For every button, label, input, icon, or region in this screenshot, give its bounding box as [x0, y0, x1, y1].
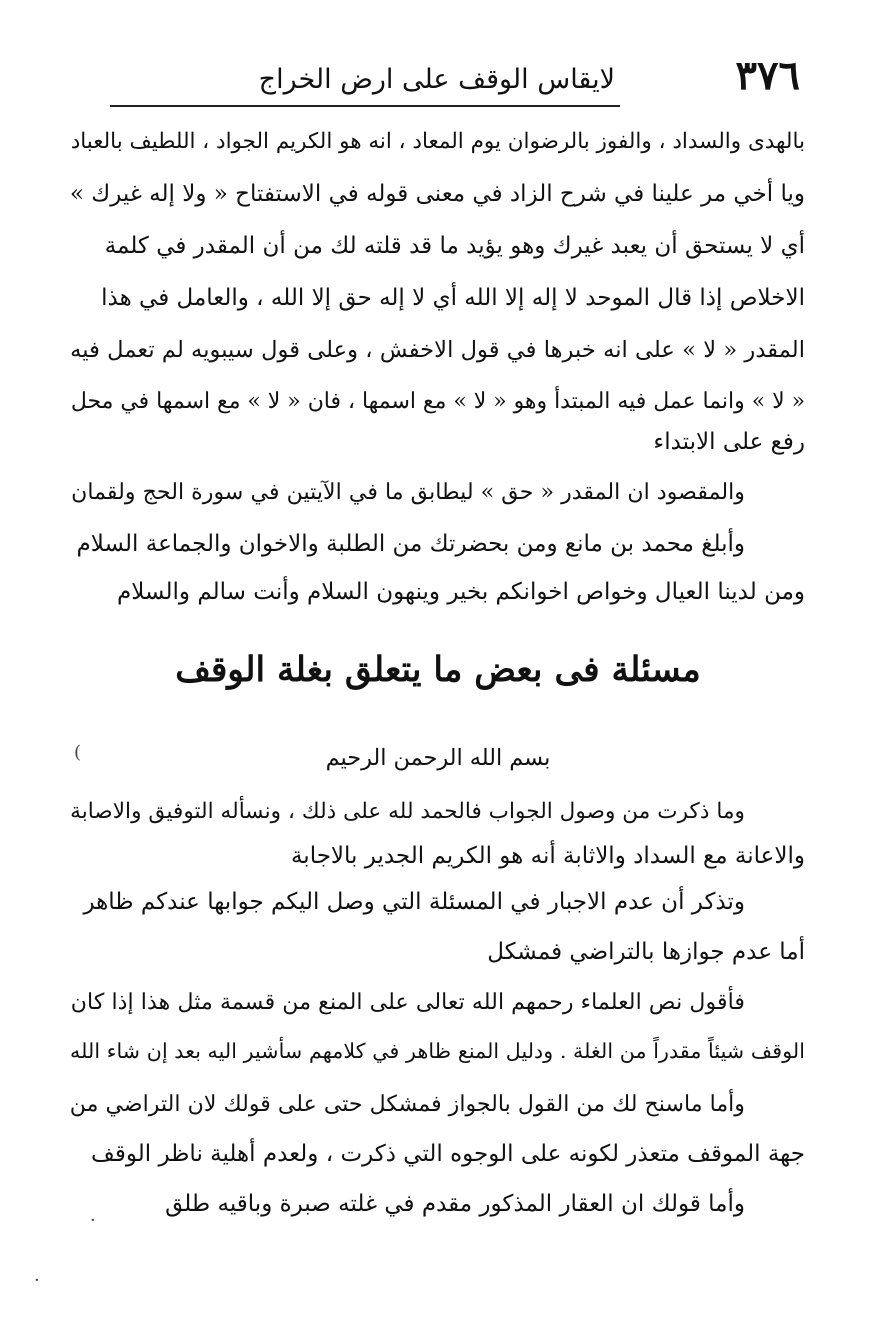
section-title: مسئلة فى بعض ما يتعلق بغلة الوقف — [175, 650, 701, 690]
text-line: والاعانة مع السداد والاثابة أنه هو الكريم الجدير بالاجابة — [290, 843, 805, 869]
text-line: أما عدم جوازها بالتراضي فمشكل — [487, 939, 805, 965]
text-line: والمقصود ان المقدر « حق » ليطابق ما في الآيتين في سورة الحج ولقمان — [71, 479, 745, 505]
text-line: « لا » وانما عمل فيه المبتدأ وهو « لا » مع اسمها ، فان « لا » مع اسمها في محل — [70, 389, 805, 414]
text-line: الوقف شيئاً مقدراً من الغلة . ودليل المنع ظاهر في كلامهم سأشير اليه بعد إن شاء الله — [70, 1039, 805, 1063]
margin-mark: ( — [74, 742, 82, 763]
text-line: وأما ماسنح لك من القول بالجواز فمشكل حتى على قولك لان التراضي من — [69, 1091, 745, 1117]
text-line: ومن لدينا العيال وخواص اخوانكم بخير وينهون السلام وأنت سالم والسلام — [117, 579, 805, 605]
text-line: أي لا يستحق أن يعبد غيرك وهو يؤيد ما قد قلته لك من أن المقدر في كلمة — [104, 233, 805, 259]
text-line: رفع على الابتداء — [653, 429, 805, 455]
text-line: المقدر « لا » على انه خبرها في قول الاخفش ، وعلى قول سيبويه لم تعمل فيه — [70, 337, 805, 363]
text-line: وما ذكرت من وصول الجواب فالحمد لله على ذلك ، ونسأله التوفيق والاصابة — [70, 799, 745, 824]
text-line: وأما قولك ان العقار المذكور مقدم في غلته صبرة وباقيه طلق — [165, 1191, 745, 1217]
text-line: بالهدى والسداد ، والفوز بالرضوان يوم المعاد ، انه هو الكريم الجواد ، اللطيف بالعباد — [70, 129, 805, 154]
running-title: لايقاس الوقف على ارض الخراج — [258, 64, 615, 95]
text-line: وتذكر أن عدم الاجبار في المسئلة التي وصل اليكم جوابها عندكم ظاهر — [83, 889, 745, 915]
text-line: ويا أخي مر علينا في شرح الزاد في معنى قوله في الاستفتاح « ولا إله غيرك » — [69, 181, 805, 207]
basmala: بسم الله الرحمن الرحيم — [325, 745, 551, 771]
text-line: وأبلغ محمد بن مانع ومن بحضرتك من الطلبة والاخوان والجماعة السلام — [76, 531, 745, 557]
text-line: فأقول نص العلماء رحمهم الله تعالى على المنع من قسمة مثل هذا إذا كان — [70, 989, 745, 1015]
header-rule — [110, 105, 620, 107]
margin-mark: · — [90, 1210, 96, 1231]
margin-mark: · — [34, 1270, 40, 1291]
page-number: ٣٧٦ — [735, 52, 800, 99]
page-header — [110, 50, 800, 110]
text-line: الاخلاص إذا قال الموحد لا إله إلا الله أي لا إله حق إلا الله ، والعامل في هذا — [101, 285, 805, 311]
text-line: جهة الموقف متعذر لكونه على الوجوه التي ذكرت ، ولعدم أهلية ناظر الوقف — [91, 1141, 805, 1167]
